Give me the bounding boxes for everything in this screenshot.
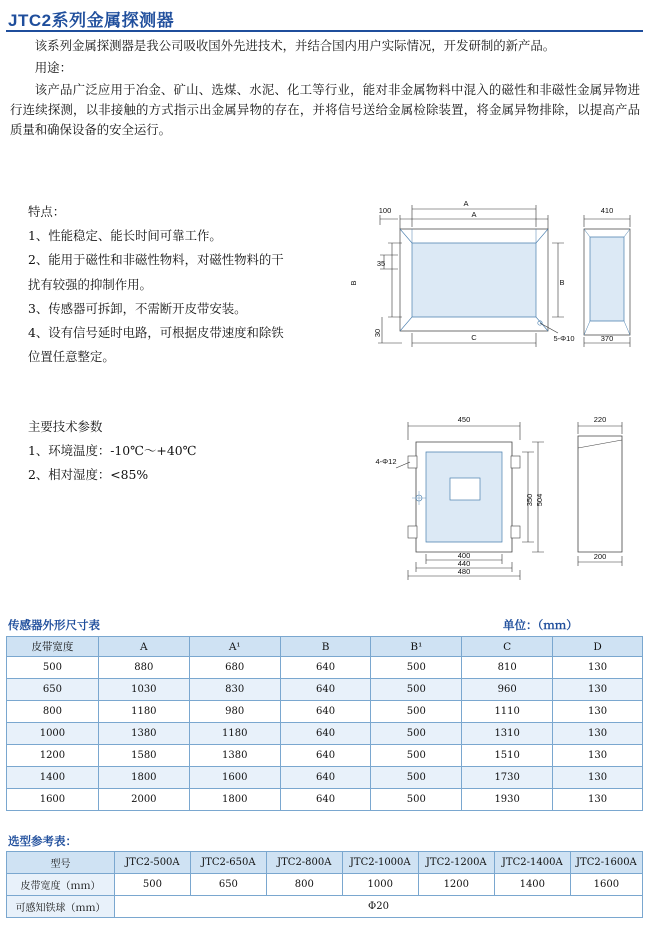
- sensor-outline-drawing: [349, 193, 642, 363]
- table-row: [7, 896, 643, 918]
- dim-350: 350: [525, 493, 534, 507]
- cell-model: JTC2-1000A: [342, 852, 418, 874]
- cell-belt-width: 650: [7, 679, 99, 701]
- cell-B: 640: [280, 701, 371, 723]
- title-divider: [6, 30, 643, 32]
- cell-width: 1000: [342, 874, 418, 896]
- cell-B1: 500: [371, 767, 462, 789]
- feature-item-4: 4、设有信号延时电路，可根据皮带速度和除铁: [28, 324, 284, 340]
- cell-A: 2000: [98, 789, 189, 811]
- dim-400: 400: [457, 551, 471, 560]
- params-heading: 主要技术参数: [28, 419, 103, 434]
- cell-model: JTC2-500A: [115, 852, 191, 874]
- cell-B: 640: [280, 745, 371, 767]
- dim-A1: A: [471, 210, 477, 219]
- dim-A-top: A: [463, 199, 469, 208]
- cell-D: 130: [553, 657, 643, 679]
- table-header-row: [7, 637, 643, 657]
- table-row: [7, 852, 643, 874]
- table-row: [7, 657, 643, 679]
- dim-410: 410: [600, 206, 614, 215]
- table-row: [7, 789, 643, 811]
- table-row: [7, 723, 643, 745]
- th-B1: B¹: [371, 637, 462, 657]
- cell-width: 800: [266, 874, 342, 896]
- cell-B: 640: [280, 767, 371, 789]
- cell-width: 500: [115, 874, 191, 896]
- cell-model: JTC2-800A: [266, 852, 342, 874]
- param-item-2: 2、相对湿度：<85%: [28, 467, 149, 483]
- dim-4-phi12: 4-Φ12: [375, 457, 397, 466]
- cell-model: JTC2-1200A: [418, 852, 494, 874]
- cell-A1: 830: [189, 679, 280, 701]
- cell-belt-width: 1600: [7, 789, 99, 811]
- cell-A1: 680: [189, 657, 280, 679]
- cell-B1: 500: [371, 679, 462, 701]
- th-C: C: [462, 637, 553, 657]
- cell-C: 810: [462, 657, 553, 679]
- table-row: [7, 874, 643, 896]
- cell-belt-width: 1400: [7, 767, 99, 789]
- intro-usage-label: 用途：: [34, 60, 72, 76]
- dim-200: 200: [593, 552, 607, 561]
- param-item-1: 1、环境温度：-10℃～+40℃: [28, 443, 197, 459]
- features-heading: 特点：: [28, 204, 66, 219]
- cell-A1: 1800: [189, 789, 280, 811]
- page-title: JTC2系列金属探测器: [8, 11, 175, 30]
- cell-B1: 500: [371, 789, 462, 811]
- cell-A1: 980: [189, 701, 280, 723]
- row-label-ball: 可感知铁球（ｍｍ）: [7, 896, 115, 918]
- th-A: A: [98, 637, 189, 657]
- cell-C: 1310: [462, 723, 553, 745]
- table1-unit: 单位：（ｍｍ）: [503, 618, 578, 632]
- cell-B1: 500: [371, 701, 462, 723]
- cell-A: 1030: [98, 679, 189, 701]
- table-row: [7, 679, 643, 701]
- cell-C: 960: [462, 679, 553, 701]
- table-row: [7, 701, 643, 723]
- dim-35: 35: [376, 259, 386, 268]
- cell-belt-width: 1200: [7, 745, 99, 767]
- intro-paragraph-1: 该系列金属探测器是我公司吸收国外先进技术，并结合国内用户实际情况，开发研制的新产品。: [34, 38, 556, 53]
- cell-A: 880: [98, 657, 189, 679]
- cell-B: 640: [280, 657, 371, 679]
- feature-item-4-cont: 位置任意整定。: [28, 349, 115, 365]
- cell-D: 130: [553, 679, 643, 701]
- cell-belt-width: 800: [7, 701, 99, 723]
- table-row: [7, 767, 643, 789]
- cell-C: 1110: [462, 701, 553, 723]
- model-selection-table: [6, 851, 643, 918]
- cell-A1: 1600: [189, 767, 280, 789]
- table2-caption: 选型参考表：: [8, 834, 77, 848]
- th-B: B: [280, 637, 371, 657]
- cell-D: 130: [553, 723, 643, 745]
- cell-width: 650: [190, 874, 266, 896]
- sensor-dimension-table: [6, 636, 643, 811]
- cell-width: 1400: [494, 874, 570, 896]
- intro-block: [10, 36, 640, 142]
- row-label-belt-width: 皮带宽度（ｍｍ）: [7, 874, 115, 896]
- params-block: [28, 415, 358, 488]
- cell-width: 1200: [418, 874, 494, 896]
- cell-B1: 500: [371, 723, 462, 745]
- cell-B1: 500: [371, 657, 462, 679]
- cell-A: 1800: [98, 767, 189, 789]
- intro-paragraph-2: 该产品广泛应用于冶金、矿山、选煤、水泥、化工等行业，能对非金属物料中混入的磁性和非磁性金属异物进行连续探测，以非接触的方式指示出金属异物的存在，并将信号送给金属检除装置，将金属异物排除，以提高产品质量和确保设备的安全运行。: [10, 82, 640, 138]
- control-box-drawing: [372, 400, 642, 590]
- dim-B-right: B: [559, 278, 565, 287]
- cell-A1: 1180: [189, 723, 280, 745]
- cell-A1: 1380: [189, 745, 280, 767]
- cell-D: 130: [553, 745, 643, 767]
- cell-D: 130: [553, 701, 643, 723]
- dim-480: 480: [457, 567, 471, 576]
- cell-B1: 500: [371, 745, 462, 767]
- cell-A: 1180: [98, 701, 189, 723]
- feature-item-2-cont: 扰有较强的抑制作用。: [28, 276, 152, 292]
- th-D: D: [553, 637, 643, 657]
- cell-C: 1510: [462, 745, 553, 767]
- features-block: [28, 200, 358, 369]
- dim-5-phi10: 5-Φ10: [553, 334, 575, 343]
- cell-C: 1730: [462, 767, 553, 789]
- dim-C: C: [471, 333, 477, 342]
- cell-B: 640: [280, 679, 371, 701]
- cell-B: 640: [280, 723, 371, 745]
- cell-model: JTC2-650A: [190, 852, 266, 874]
- cell-belt-width: 500: [7, 657, 99, 679]
- cell-model: JTC2-1600A: [570, 852, 642, 874]
- table1-caption: 传感器外形尺寸表: [8, 618, 100, 632]
- dim-504: 504: [535, 493, 544, 507]
- cell-A: 1380: [98, 723, 189, 745]
- cell-belt-width: 1000: [7, 723, 99, 745]
- feature-item-3: 3、传感器可拆卸，不需断开皮带安装。: [28, 300, 247, 316]
- feature-item-1: 1、性能稳定、能长时间可靠工作。: [28, 228, 222, 244]
- cell-A: 1580: [98, 745, 189, 767]
- dim-B-left: B: [349, 280, 358, 286]
- dim-440: 440: [457, 559, 471, 568]
- feature-item-2: 2、能用于磁性和非磁性物料，对磁性物料的干: [28, 252, 284, 268]
- cell-D: 130: [553, 767, 643, 789]
- dim-370: 370: [600, 334, 614, 343]
- cell-B: 640: [280, 789, 371, 811]
- cell-C: 1930: [462, 789, 553, 811]
- cell-model: JTC2-1400A: [494, 852, 570, 874]
- cell-D: 130: [553, 789, 643, 811]
- row-label-model: 型号: [7, 852, 115, 874]
- dim-220: 220: [593, 415, 607, 424]
- dim-100: 100: [378, 206, 392, 215]
- dim-450: 450: [457, 415, 471, 424]
- cell-ball-size: Φ20: [115, 896, 643, 918]
- table-row: [7, 745, 643, 767]
- dim-30: 30: [373, 328, 382, 338]
- th-belt-width: 皮带宽度: [7, 637, 99, 657]
- cell-width: 1600: [570, 874, 642, 896]
- th-A1: A¹: [189, 637, 280, 657]
